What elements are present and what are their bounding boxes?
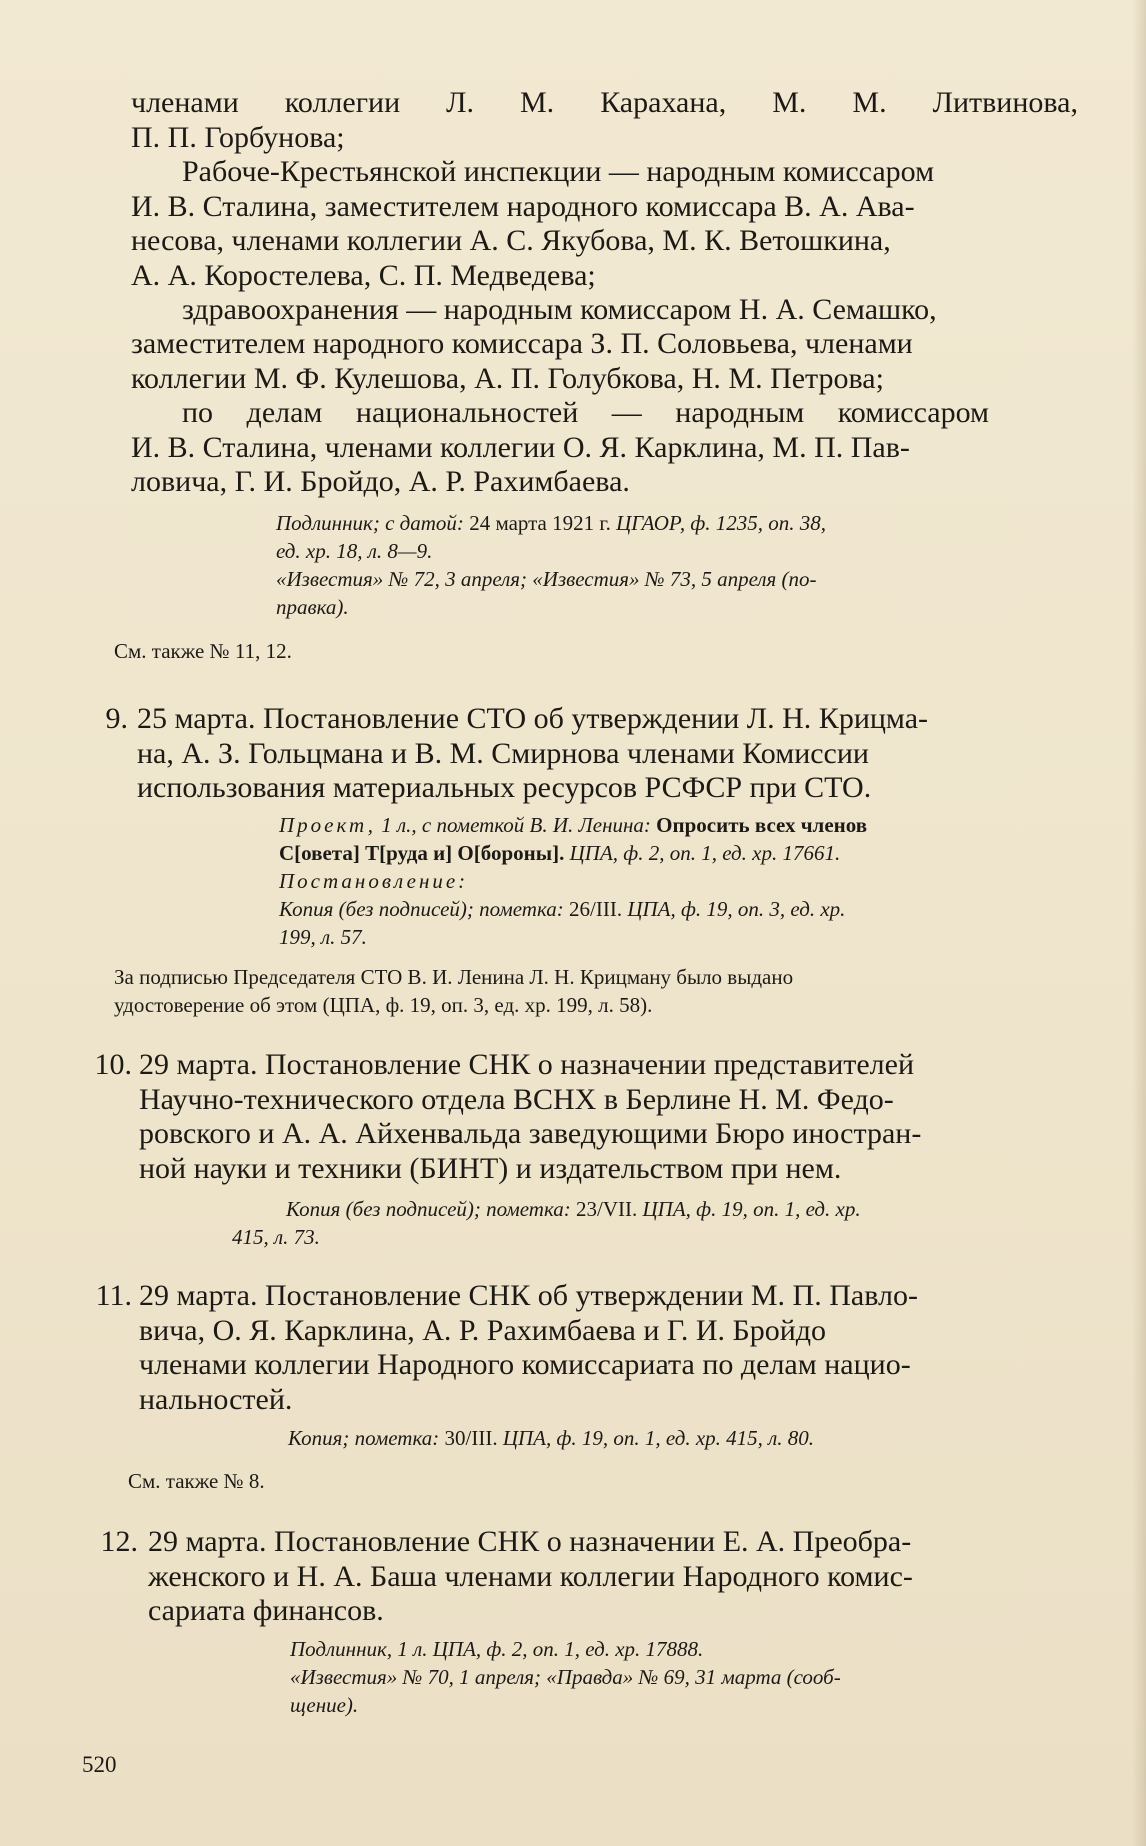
- text-line: сариата финансов.: [148, 1594, 384, 1627]
- text-line: Научно-технического отдела ВСНХ в Берлине Н. М. Федо-: [139, 1083, 894, 1116]
- source-mark: 23/VII.: [576, 1197, 638, 1221]
- text-line: 29 марта. Постановление СНК о назначении Е. А. Преобра-: [148, 1525, 912, 1558]
- source-note: [279, 812, 867, 838]
- remark: удостоверение об этом (ЦПА, ф. 19, оп. 3, ед. хр. 199, л. 58).: [114, 993, 653, 1017]
- source-note: щение).: [290, 1693, 359, 1717]
- text-line: нальностей.: [139, 1383, 293, 1416]
- source-note: [286, 1196, 861, 1222]
- text-line: И. В. Сталина, заместителем народного комиссара В. А. Ава-: [131, 190, 915, 223]
- source-archive: ЦПА, ф. 19, оп. 1, ед. хр.: [642, 1197, 861, 1221]
- see-also: См. также № 8.: [128, 1469, 265, 1493]
- source-note: Подлинник, 1 л. ЦПА, ф. 2, оп. 1, ед. хр. 17888.: [290, 1637, 704, 1661]
- source-note: «Известия» № 72, 3 апреля; «Известия» № 73, 5 апреля (по-: [276, 567, 817, 591]
- source-note: 199, л. 57.: [279, 925, 367, 949]
- text-line: членами коллегии Народного комиссариата по делам нацио-: [139, 1348, 911, 1381]
- source-note: [276, 510, 826, 536]
- text-line: заместителем народного комиссара З. П. Соловьева, членами: [131, 327, 913, 360]
- source-mark: 26/III.: [569, 897, 623, 921]
- source-archive: ЦПА, ф. 2, оп. 1, ед. хр. 17661.: [569, 841, 841, 865]
- source-date: 24 марта 1921 г.: [469, 511, 611, 535]
- source-label: Копия (без подписей); пометка:: [286, 1197, 571, 1221]
- source-label: Постановление:: [279, 869, 469, 893]
- source-note: [288, 1425, 814, 1451]
- source-archive: ЦПА, ф. 19, оп. 1, ед. хр. 415, л. 80.: [502, 1426, 815, 1450]
- entry-number: 9.: [105, 702, 128, 735]
- remark: За подписью Председателя СТО В. И. Ленина Л. Н. Крицману было выдано: [114, 965, 794, 989]
- source-description: 1 л., с пометкой В. И. Ленина:: [381, 813, 651, 837]
- text-line: И. В. Сталина, членами коллегии О. Я. Карклина, М. П. Пав-: [131, 431, 910, 464]
- text-line: женского и Н. А. Баша членами коллегии Народного комис-: [148, 1560, 913, 1593]
- source-mark: 30/III.: [444, 1426, 498, 1450]
- text-line: по делам национальностей — народным комиссаром: [182, 396, 989, 429]
- page-number: 520: [82, 1752, 117, 1777]
- text-line: ловича, Г. И. Бройдо, А. Р. Рахимбаева.: [131, 465, 630, 498]
- text-line: П. П. Горбунова;: [131, 121, 345, 154]
- lenin-note: Опросить всех членов: [656, 813, 868, 837]
- source-label: Подлинник; с датой:: [276, 511, 464, 535]
- text-line: коллегии М. Ф. Кулешова, А. П. Голубкова, Н. М. Петрова;: [131, 362, 884, 395]
- page-edge-shadow: [1132, 0, 1146, 1846]
- text-line: А. А. Коростелева, С. П. Медведева;: [131, 259, 596, 292]
- source-note: правка).: [276, 595, 349, 619]
- text-line: Рабоче-Крестьянской инспекции — народным комиссаром: [182, 155, 935, 188]
- text-line: несова, членами коллегии А. С. Якубова, М. К. Ветошкина,: [131, 224, 891, 257]
- source-label: Копия; пометка:: [288, 1426, 440, 1450]
- source-note: [279, 896, 845, 922]
- text-line: ровского и А. А. Айхенвальда заведующими Бюро иностран-: [139, 1117, 922, 1150]
- text-line: 25 марта. Постановление СТО об утверждении Л. Н. Крицма-: [137, 702, 929, 735]
- source-label: Проект,: [279, 813, 376, 837]
- entry-number: 12.: [100, 1525, 138, 1558]
- source-note: ед. хр. 18, л. 8—9.: [276, 539, 433, 563]
- see-also: См. также № 11, 12.: [114, 639, 292, 663]
- text-line: вича, О. Я. Карклина, А. Р. Рахимбаева и Г. И. Бройдо: [139, 1314, 827, 1347]
- entry-number: 11.: [95, 1279, 132, 1312]
- text-line: 29 марта. Постановление СНК о назначении представителей: [139, 1048, 915, 1081]
- source-note: [279, 840, 840, 866]
- text-line: 29 марта. Постановление СНК об утверждении М. П. Павло-: [139, 1279, 918, 1312]
- text-line: на, А. З. Гольцмана и В. М. Смирнова членами Комиссии: [137, 737, 869, 770]
- text-line: использования материальных ресурсов РСФСР при СТО.: [137, 771, 872, 804]
- source-archive: ЦГАОР, ф. 1235, оп. 38,: [616, 511, 827, 535]
- entry-number: 10.: [94, 1048, 132, 1081]
- text-line: ной науки и техники (БИНТ) и издательством при нем.: [139, 1152, 842, 1185]
- source-note: «Известия» № 70, 1 апреля; «Правда» № 69, 31 марта (сооб-: [290, 1665, 841, 1689]
- text-line: здравоохранения — народным комиссаром Н. А. Семашко,: [182, 293, 937, 326]
- source-archive: ЦПА, ф. 19, оп. 3, ед. хр.: [627, 897, 846, 921]
- source-note: 415, л. 73.: [232, 1225, 320, 1249]
- lenin-note: С[овета] Т[руда и] О[бороны].: [279, 841, 565, 865]
- text-line: членами коллегии Л. М. Карахана, М. М. Литвинова,: [131, 86, 1078, 119]
- source-label: Копия (без подписей); пометка:: [279, 897, 564, 921]
